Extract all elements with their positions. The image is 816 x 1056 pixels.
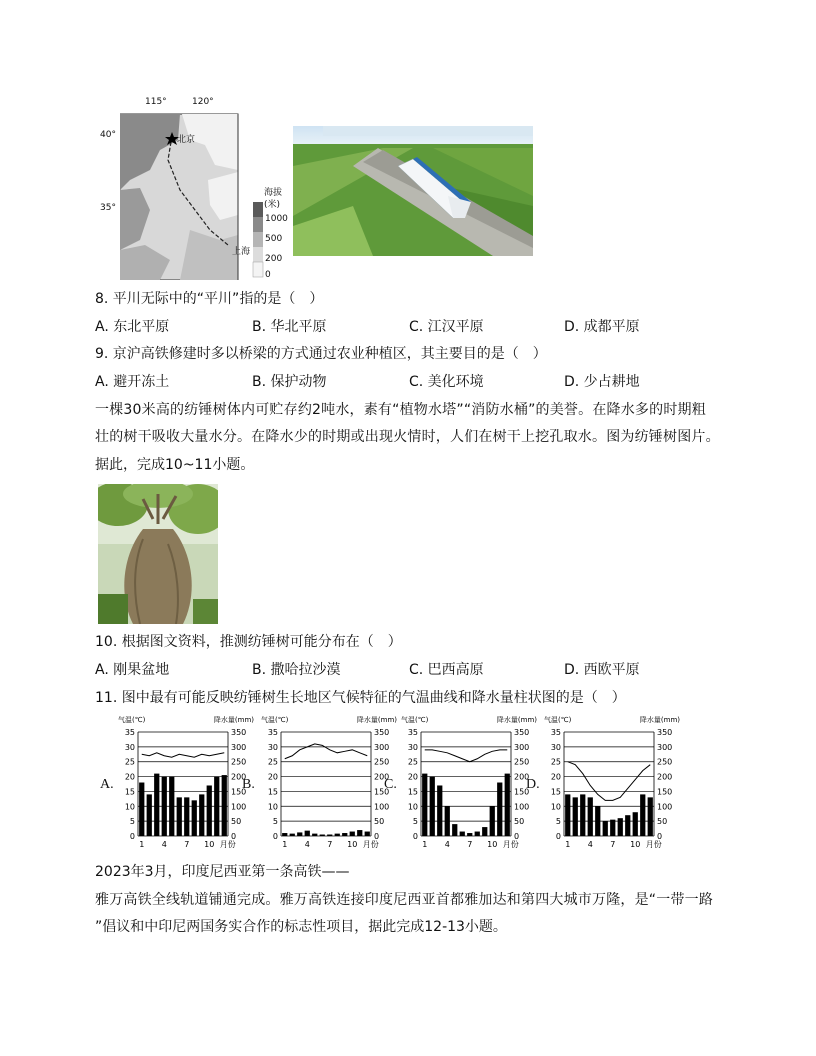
month-tick-label: 7 — [327, 840, 333, 849]
precipitation-bar — [603, 821, 608, 836]
precipitation-bar — [573, 797, 578, 836]
question-9-option-a[interactable]: A. 避开冻土 — [95, 374, 170, 390]
temperature-tick-label: 10 — [124, 802, 135, 812]
precipitation-bar — [610, 820, 615, 836]
temperature-tick-label: 30 — [124, 742, 135, 752]
precipitation-bar — [162, 777, 167, 836]
precipitation-tick-label: 0 — [657, 832, 663, 841]
temperature-tick-label: 0 — [272, 832, 278, 841]
precipitation-bar — [430, 777, 435, 836]
precipitation-bar — [618, 818, 623, 836]
temperature-tick-label: 10 — [267, 802, 278, 812]
precipitation-tick-label: 250 — [231, 757, 247, 767]
passage-2-line: 2023年3月，印度尼西亚第一条高铁—— — [95, 864, 350, 880]
question-8-option-a[interactable]: A. 东北平原 — [95, 319, 170, 335]
passage-1-line: 壮的树干吸收大量水分。在降水少的时期或出现火情时，人们在树干上挖孔取水。图为纺锤树图片。 — [95, 429, 720, 445]
precipitation-tick-label: 150 — [231, 787, 247, 797]
bottle-tree-photo — [98, 484, 218, 624]
precipitation-tick-label: 100 — [514, 802, 530, 812]
precipitation-bar — [482, 827, 487, 836]
question-10-stem: 10. 根据图文资料，推测纺锤树可能分布在（ ） — [95, 634, 402, 650]
map-legend-value: 1000 — [265, 214, 288, 224]
precipitation-tick-label: 0 — [514, 832, 520, 841]
temperature-tick-label: 15 — [407, 787, 418, 797]
precipitation-bar — [445, 806, 450, 836]
map-city-beijing: 北京 — [177, 135, 196, 145]
map-legend-value: 200 — [265, 254, 283, 264]
question-8-stem: 8. 平川无际中的“平川”指的是（ ） — [95, 291, 324, 307]
precipitation-bar — [290, 834, 295, 836]
precipitation-bar — [154, 774, 159, 836]
map-legend-title: 海拔 — [264, 188, 283, 198]
precipitation-bar — [633, 812, 638, 836]
question-10-option-d[interactable]: D. 西欧平原 — [564, 662, 640, 678]
passage-2-line: ”倡议和中印尼两国务实合作的标志性项目，据此完成12-13小题。 — [95, 919, 507, 935]
precipitation-bar — [222, 775, 227, 836]
temperature-axis-title: 气温(℃) — [261, 716, 289, 724]
precipitation-bar — [169, 777, 174, 836]
temperature-axis-title: 气温(℃) — [401, 716, 429, 724]
precipitation-tick-label: 250 — [374, 757, 390, 767]
temperature-tick-label: 0 — [412, 832, 418, 841]
question-8-option-c[interactable]: C. 江汉平原 — [409, 319, 484, 335]
precipitation-bar — [327, 835, 332, 836]
temperature-tick-label: 10 — [550, 802, 561, 812]
chart-c-letter[interactable]: C. — [384, 777, 397, 792]
passage-1-line: 一棵30米高的纺锤树体内可贮存约2吨水，素有“植物水塔”“消防水桶”的美誉。在降水多的时期粗 — [95, 402, 706, 418]
temperature-tick-label: 0 — [129, 832, 135, 841]
month-tick-label: 7 — [610, 840, 616, 849]
precipitation-bar — [192, 800, 197, 836]
map-city-shanghai: 上海 — [232, 247, 251, 257]
chart-svg — [399, 714, 539, 854]
month-tick-label: 1 — [282, 840, 288, 849]
precipitation-bar — [199, 794, 204, 836]
month-unit-label: 月份 — [645, 840, 662, 849]
precipitation-bar — [588, 797, 593, 836]
precipitation-bar — [497, 783, 502, 836]
precipitation-tick-label: 300 — [231, 742, 247, 752]
precipitation-tick-label: 250 — [657, 757, 673, 767]
precipitation-bar — [297, 832, 302, 836]
temperature-tick-label: 5 — [412, 817, 418, 827]
precipitation-bar — [214, 777, 219, 836]
map-lon-label: 120° — [192, 97, 214, 107]
temperature-tick-label: 20 — [267, 772, 278, 782]
climate-chart-d — [542, 714, 682, 854]
question-9-option-c[interactable]: C. 美化环境 — [409, 374, 484, 390]
temperature-tick-label: 15 — [267, 787, 278, 797]
temperature-tick-label: 35 — [550, 728, 561, 737]
precipitation-bar — [648, 797, 653, 836]
precipitation-bar — [565, 794, 570, 836]
passage-1-line: 据此，完成10~11小题。 — [95, 457, 255, 473]
temperature-tick-label: 35 — [124, 728, 135, 737]
question-9-stem: 9. 京沪高铁修建时多以桥梁的方式通过农业种植区，其主要目的是（ ） — [95, 346, 547, 362]
precipitation-tick-label: 150 — [374, 787, 390, 797]
chart-d-letter[interactable]: D. — [526, 777, 540, 792]
month-tick-label: 7 — [184, 840, 190, 849]
climate-chart-b — [259, 714, 399, 854]
precipitation-tick-label: 50 — [231, 817, 242, 827]
month-unit-label: 月份 — [219, 840, 236, 849]
temperature-tick-label: 5 — [129, 817, 135, 827]
precipitation-bar — [139, 783, 144, 836]
temperature-tick-label: 10 — [407, 802, 418, 812]
precipitation-tick-label: 200 — [657, 772, 673, 782]
precipitation-bar — [335, 834, 340, 836]
precipitation-bar — [625, 815, 630, 836]
precipitation-tick-label: 150 — [514, 787, 530, 797]
map-lon-label: 115° — [145, 97, 167, 107]
precipitation-bar — [452, 824, 457, 836]
temperature-tick-label: 35 — [407, 728, 418, 737]
precipitation-bar — [207, 785, 212, 836]
precipitation-bar — [184, 797, 189, 836]
precipitation-bar — [312, 834, 317, 836]
temperature-line — [425, 750, 508, 762]
temperature-tick-label: 20 — [124, 772, 135, 782]
precipitation-tick-label: 350 — [657, 728, 673, 737]
month-tick-label: 4 — [304, 840, 310, 849]
precipitation-bar — [460, 832, 465, 836]
chart-svg — [116, 714, 256, 854]
precipitation-tick-label: 300 — [514, 742, 530, 752]
precipitation-bar — [177, 797, 182, 836]
question-9-option-b[interactable]: B. 保护动物 — [252, 374, 327, 390]
precipitation-axis-title: 降水量(mm) — [213, 716, 254, 724]
precipitation-bar — [490, 806, 495, 836]
passage-2-line: 雅万高铁全线轨道铺通完成。雅万高铁连接印度尼西亚首都雅加达和第四大城市万隆，是“一带一路 — [95, 892, 714, 908]
month-tick-label: 4 — [444, 840, 450, 849]
question-9-option-d[interactable]: D. 少占耕地 — [564, 374, 640, 390]
map-legend-unit: (米) — [264, 200, 281, 210]
temperature-tick-label: 25 — [550, 757, 561, 767]
chart-a-letter[interactable]: A. — [100, 777, 114, 792]
temperature-tick-label: 25 — [124, 757, 135, 767]
question-10-option-b[interactable]: B. 撒哈拉沙漠 — [252, 662, 341, 678]
month-tick-label: 7 — [467, 840, 473, 849]
precipitation-bar — [282, 833, 287, 836]
temperature-tick-label: 5 — [555, 817, 561, 827]
temperature-tick-label: 30 — [267, 742, 278, 752]
precipitation-tick-label: 100 — [231, 802, 247, 812]
month-tick-label: 4 — [161, 840, 167, 849]
month-tick-label: 10 — [487, 840, 498, 849]
precipitation-tick-label: 50 — [657, 817, 668, 827]
question-10-option-a[interactable]: A. 刚果盆地 — [95, 662, 170, 678]
temperature-line — [142, 753, 225, 757]
precipitation-bar — [467, 833, 472, 836]
map-lat-label: 35° — [100, 203, 116, 213]
temperature-axis-title: 气温(℃) — [118, 716, 146, 724]
question-10-option-c[interactable]: C. 巴西高原 — [409, 662, 484, 678]
temperature-tick-label: 25 — [267, 757, 278, 767]
temperature-tick-label: 20 — [550, 772, 561, 782]
month-tick-label: 10 — [204, 840, 215, 849]
precipitation-tick-label: 150 — [657, 787, 673, 797]
month-unit-label: 月份 — [362, 840, 379, 849]
temperature-tick-label: 15 — [124, 787, 135, 797]
precipitation-tick-label: 300 — [657, 742, 673, 752]
precipitation-bar — [640, 794, 645, 836]
precipitation-tick-label: 200 — [231, 772, 247, 782]
temperature-tick-label: 20 — [407, 772, 418, 782]
precipitation-tick-label: 350 — [514, 728, 530, 737]
climate-chart-c — [399, 714, 539, 854]
month-tick-label: 1 — [139, 840, 145, 849]
temperature-tick-label: 0 — [555, 832, 561, 841]
temperature-line — [285, 744, 368, 759]
precipitation-tick-label: 350 — [231, 728, 247, 737]
precipitation-tick-label: 100 — [657, 802, 673, 812]
month-tick-label: 1 — [565, 840, 571, 849]
temperature-axis-title: 气温(℃) — [544, 716, 572, 724]
temperature-tick-label: 15 — [550, 787, 561, 797]
map-lat-label: 40° — [100, 130, 116, 140]
month-tick-label: 4 — [587, 840, 593, 849]
temperature-tick-label: 25 — [407, 757, 418, 767]
precipitation-tick-label: 300 — [374, 742, 390, 752]
question-8-option-d[interactable]: D. 成都平原 — [564, 319, 640, 335]
precipitation-axis-title: 降水量(mm) — [356, 716, 397, 724]
precipitation-bar — [147, 794, 152, 836]
map-legend-value: 0 — [265, 270, 271, 280]
precipitation-bar — [505, 774, 510, 836]
precipitation-tick-label: 250 — [514, 757, 530, 767]
precipitation-bar — [365, 832, 370, 836]
precipitation-tick-label: 50 — [374, 817, 385, 827]
precipitation-tick-label: 200 — [514, 772, 530, 782]
precipitation-tick-label: 350 — [374, 728, 390, 737]
question-8-option-b[interactable]: B. 华北平原 — [252, 319, 327, 335]
precipitation-bar — [475, 832, 480, 836]
chart-svg — [542, 714, 682, 854]
high-speed-rail-photo — [293, 126, 533, 256]
precipitation-bar — [580, 794, 585, 836]
precipitation-bar — [320, 835, 325, 836]
map-legend-value: 500 — [265, 234, 283, 244]
question-11-stem: 11. 图中最有可能反映纺锤树生长地区气候特征的气温曲线和降水量柱状图的是（ ） — [95, 690, 626, 706]
temperature-tick-label: 35 — [267, 728, 278, 737]
month-tick-label: 1 — [422, 840, 428, 849]
temperature-tick-label: 30 — [550, 742, 561, 752]
precipitation-bar — [357, 830, 362, 836]
precipitation-bar — [422, 774, 427, 836]
precipitation-tick-label: 200 — [374, 772, 390, 782]
month-tick-label: 10 — [630, 840, 641, 849]
chart-b-letter[interactable]: B. — [242, 777, 255, 792]
month-tick-label: 10 — [347, 840, 358, 849]
temperature-tick-label: 30 — [407, 742, 418, 752]
precipitation-tick-label: 0 — [231, 832, 237, 841]
precipitation-bar — [595, 806, 600, 836]
month-unit-label: 月份 — [502, 840, 519, 849]
climate-chart-a — [116, 714, 256, 854]
precipitation-tick-label: 0 — [374, 832, 380, 841]
temperature-tick-label: 5 — [272, 817, 278, 827]
precipitation-bar — [350, 832, 355, 836]
precipitation-bar — [437, 785, 442, 836]
chart-svg — [259, 714, 399, 854]
precipitation-tick-label: 50 — [514, 817, 525, 827]
precipitation-bar — [342, 833, 347, 836]
precipitation-bar — [305, 831, 310, 836]
precipitation-axis-title: 降水量(mm) — [639, 716, 680, 724]
precipitation-tick-label: 100 — [374, 802, 390, 812]
precipitation-axis-title: 降水量(mm) — [496, 716, 537, 724]
